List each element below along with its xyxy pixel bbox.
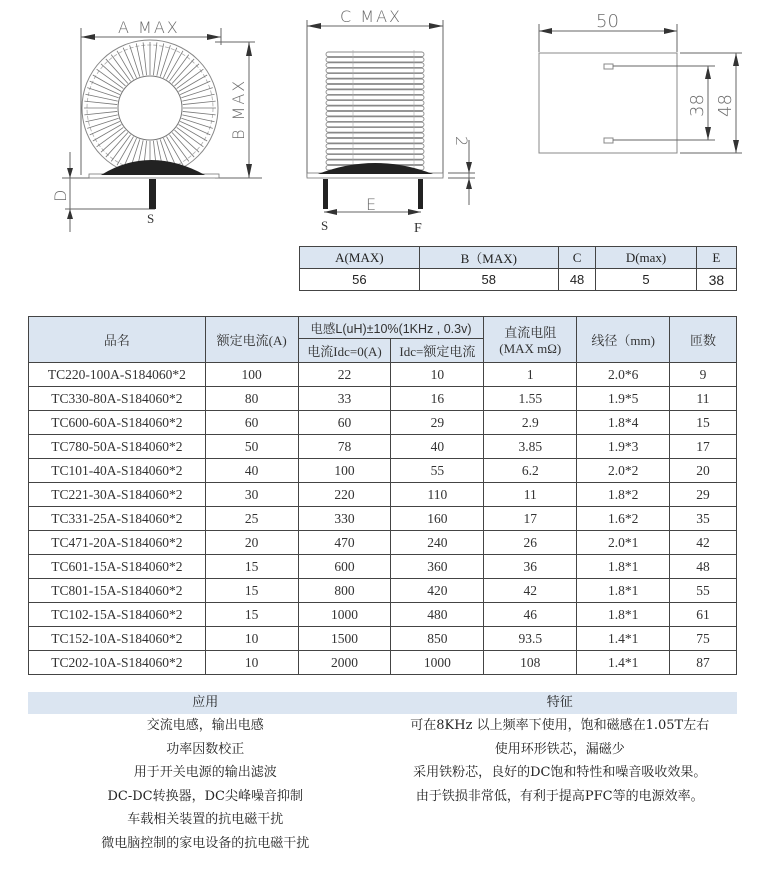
dimension-table — [299, 246, 737, 291]
cell-turns: 55 — [670, 579, 737, 603]
cell-part-name: TC601-15A-S184060*2 — [29, 555, 206, 579]
table-row — [29, 387, 737, 411]
table-row — [29, 651, 737, 675]
front-view-diagram — [0, 0, 280, 240]
header-dcr-line2: (MAX mΩ) — [499, 341, 562, 356]
cell-rated-current: 100 — [205, 363, 298, 387]
footprint-diagram — [510, 0, 778, 200]
cell-part-name: TC221-30A-S184060*2 — [29, 483, 206, 507]
cell-rated-current: 80 — [205, 387, 298, 411]
cell-wire-diameter: 2.0*1 — [577, 531, 670, 555]
table-row — [29, 579, 737, 603]
cell-wire-diameter: 1.8*2 — [577, 483, 670, 507]
cell-part-name: TC801-15A-S184060*2 — [29, 579, 206, 603]
application-item: 车载相关装置的抗电磁干扰 — [127, 812, 284, 827]
cell-wire-diameter: 1.4*1 — [577, 627, 670, 651]
cell-rated-current: 15 — [205, 579, 298, 603]
table-row — [29, 555, 737, 579]
cell-part-name: TC780-50A-S184060*2 — [29, 435, 206, 459]
features-title: 特征 — [546, 695, 573, 710]
applications-list — [28, 714, 383, 855]
cell-part-name: TC101-40A-S184060*2 — [29, 459, 206, 483]
cell-turns: 17 — [670, 435, 737, 459]
features-list — [383, 714, 738, 855]
side-view-diagram — [280, 0, 500, 240]
dimension-value-row — [300, 269, 737, 291]
table-row — [29, 603, 737, 627]
cell-inductance-rated: 29 — [391, 411, 484, 435]
application-item: 功率因数校正 — [166, 741, 245, 757]
dim-header-d: D(max) — [596, 247, 696, 269]
applications-title: 应用 — [192, 695, 219, 710]
width-50-label: 50 — [596, 11, 619, 32]
cell-inductance-idc0: 2000 — [298, 651, 391, 675]
cell-inductance-idc0: 33 — [298, 387, 391, 411]
cell-rated-current: 25 — [205, 507, 298, 531]
cell-turns: 87 — [670, 651, 737, 675]
s-pin-label: S — [147, 211, 155, 226]
cell-dcr: 11 — [484, 483, 577, 507]
cell-part-name: TC220-100A-S184060*2 — [29, 363, 206, 387]
cell-inductance-idc0: 330 — [298, 507, 391, 531]
table-row — [29, 483, 737, 507]
cell-part-name: TC600-60A-S184060*2 — [29, 411, 206, 435]
cell-dcr: 108 — [484, 651, 577, 675]
table-row — [29, 435, 737, 459]
cell-inductance-rated: 480 — [391, 603, 484, 627]
application-item: 交流电感，输出电感 — [146, 718, 264, 733]
table-row — [29, 459, 737, 483]
height-48-label: 48 — [715, 94, 736, 117]
cell-wire-diameter: 2.0*6 — [577, 363, 670, 387]
cell-part-name: TC331-25A-S184060*2 — [29, 507, 206, 531]
cell-inductance-rated: 240 — [391, 531, 484, 555]
cell-dcr: 6.2 — [484, 459, 577, 483]
cell-dcr: 1.55 — [484, 387, 577, 411]
dim-value-e: 38 — [696, 269, 736, 291]
cell-part-name: TC152-10A-S184060*2 — [29, 627, 206, 651]
header-part-name: 品名 — [29, 317, 206, 363]
cell-part-name: TC102-15A-S184060*2 — [29, 603, 206, 627]
applications-features-section — [28, 692, 737, 855]
cell-inductance-idc0: 100 — [298, 459, 391, 483]
table-row — [29, 531, 737, 555]
feature-item: 由于铁损非常低，有利于提高PFC等的电源效率。 — [415, 788, 704, 804]
cell-rated-current: 15 — [205, 603, 298, 627]
cell-dcr: 1 — [484, 363, 577, 387]
cell-wire-diameter: 1.9*5 — [577, 387, 670, 411]
dim-value-b: 58 — [419, 269, 558, 291]
cell-rated-current: 20 — [205, 531, 298, 555]
cell-turns: 15 — [670, 411, 737, 435]
spec-table-body — [29, 363, 737, 675]
cell-inductance-rated: 160 — [391, 507, 484, 531]
cell-rated-current: 10 — [205, 627, 298, 651]
cell-rated-current: 50 — [205, 435, 298, 459]
cell-dcr: 2.9 — [484, 411, 577, 435]
header-dcr — [484, 317, 577, 363]
spec-table — [28, 316, 737, 675]
cell-turns: 61 — [670, 603, 737, 627]
cell-dcr: 42 — [484, 579, 577, 603]
application-item: 用于开关电源的输出滤波 — [133, 765, 277, 780]
cell-inductance-rated: 10 — [391, 363, 484, 387]
feature-item: 可在8KHz 以上频率下使用，饱和磁感在1.05T左右 — [410, 718, 710, 733]
cell-inductance-idc0: 1000 — [298, 603, 391, 627]
cell-dcr: 93.5 — [484, 627, 577, 651]
cell-turns: 20 — [670, 459, 737, 483]
cell-wire-diameter: 1.8*1 — [577, 555, 670, 579]
cell-wire-diameter: 1.9*3 — [577, 435, 670, 459]
cell-dcr: 26 — [484, 531, 577, 555]
d-label: D — [51, 187, 70, 202]
f-pin-label: F — [414, 221, 422, 236]
dim-header-a: A(MAX) — [300, 247, 420, 269]
dim-header-b: B（MAX) — [419, 247, 558, 269]
dim-header-c: C — [558, 247, 596, 269]
cell-inductance-rated: 110 — [391, 483, 484, 507]
cell-rated-current: 15 — [205, 555, 298, 579]
cell-wire-diameter: 1.8*4 — [577, 411, 670, 435]
cell-inductance-idc0: 60 — [298, 411, 391, 435]
e-label: E — [366, 195, 379, 214]
dim-header-e: E — [696, 247, 736, 269]
coil-windings — [326, 52, 424, 170]
cell-dcr: 17 — [484, 507, 577, 531]
cell-part-name: TC330-80A-S184060*2 — [29, 387, 206, 411]
cell-wire-diameter: 1.8*1 — [577, 603, 670, 627]
cell-turns: 11 — [670, 387, 737, 411]
cell-turns: 42 — [670, 531, 737, 555]
cell-dcr: 3.85 — [484, 435, 577, 459]
cell-inductance-idc0: 600 — [298, 555, 391, 579]
cell-rated-current: 10 — [205, 651, 298, 675]
header-dcr-line1: 直流电阻 — [504, 325, 557, 340]
standoff-label: 2 — [452, 136, 471, 149]
cell-inductance-rated: 1000 — [391, 651, 484, 675]
application-item: 微电脑控制的家电设备的抗电磁干扰 — [101, 835, 310, 851]
cell-turns: 75 — [670, 627, 737, 651]
cell-rated-current: 40 — [205, 459, 298, 483]
table-row — [29, 363, 737, 387]
header-turns: 匝数 — [670, 317, 737, 363]
cell-dcr: 36 — [484, 555, 577, 579]
cell-turns: 29 — [670, 483, 737, 507]
cell-rated-current: 30 — [205, 483, 298, 507]
dim-value-d: 5 — [596, 269, 696, 291]
spec-header-row-1 — [29, 317, 737, 339]
cell-inductance-idc0: 220 — [298, 483, 391, 507]
b-max-label: B MAX — [229, 78, 248, 140]
toroid-coil — [82, 40, 218, 176]
cell-inductance-idc0: 800 — [298, 579, 391, 603]
table-row — [29, 411, 737, 435]
cell-wire-diameter: 1.6*2 — [577, 507, 670, 531]
cell-inductance-rated: 16 — [391, 387, 484, 411]
header-inductance: 电感L(uH)±10%(1KHz , 0.3v) — [298, 317, 484, 339]
cell-wire-diameter: 1.8*1 — [577, 579, 670, 603]
cell-inductance-idc0: 1500 — [298, 627, 391, 651]
cell-part-name: TC202-10A-S184060*2 — [29, 651, 206, 675]
application-item: DC-DC转换器，DC尖峰噪音抑制 — [107, 788, 303, 804]
s-pin-label: S — [321, 218, 329, 233]
dim-value-a: 56 — [300, 269, 420, 291]
cell-rated-current: 60 — [205, 411, 298, 435]
cell-turns: 48 — [670, 555, 737, 579]
a-max-label: A MAX — [118, 18, 180, 37]
dimension-header-row — [300, 247, 737, 269]
cell-inductance-rated: 360 — [391, 555, 484, 579]
feature-item: 采用铁粉芯，良好的DC饱和特性和噪音吸收效果。 — [413, 765, 707, 780]
cell-wire-diameter: 1.4*1 — [577, 651, 670, 675]
section-header-bar — [28, 692, 737, 714]
cell-wire-diameter: 2.0*2 — [577, 459, 670, 483]
table-row — [29, 627, 737, 651]
header-wire-diameter: 线径（mm) — [577, 317, 670, 363]
header-rated-current: 额定电流(A) — [205, 317, 298, 363]
cell-inductance-rated: 850 — [391, 627, 484, 651]
cell-inductance-idc0: 78 — [298, 435, 391, 459]
pitch-38-label: 38 — [687, 94, 708, 117]
c-max-label: C MAX — [340, 7, 402, 26]
cell-inductance-idc0: 22 — [298, 363, 391, 387]
cell-dcr: 46 — [484, 603, 577, 627]
cell-inductance-rated: 55 — [391, 459, 484, 483]
dim-value-c: 48 — [558, 269, 596, 291]
cell-inductance-idc0: 470 — [298, 531, 391, 555]
table-row — [29, 507, 737, 531]
cell-turns: 35 — [670, 507, 737, 531]
cell-turns: 9 — [670, 363, 737, 387]
cell-part-name: TC471-20A-S184060*2 — [29, 531, 206, 555]
feature-item: 使用环形铁芯，漏磁少 — [494, 741, 625, 757]
cell-inductance-rated: 420 — [391, 579, 484, 603]
cell-inductance-rated: 40 — [391, 435, 484, 459]
header-inductance-rated: Idc=额定电流 — [391, 339, 484, 363]
header-inductance-idc0: 电流Idc=0(A) — [298, 339, 391, 363]
